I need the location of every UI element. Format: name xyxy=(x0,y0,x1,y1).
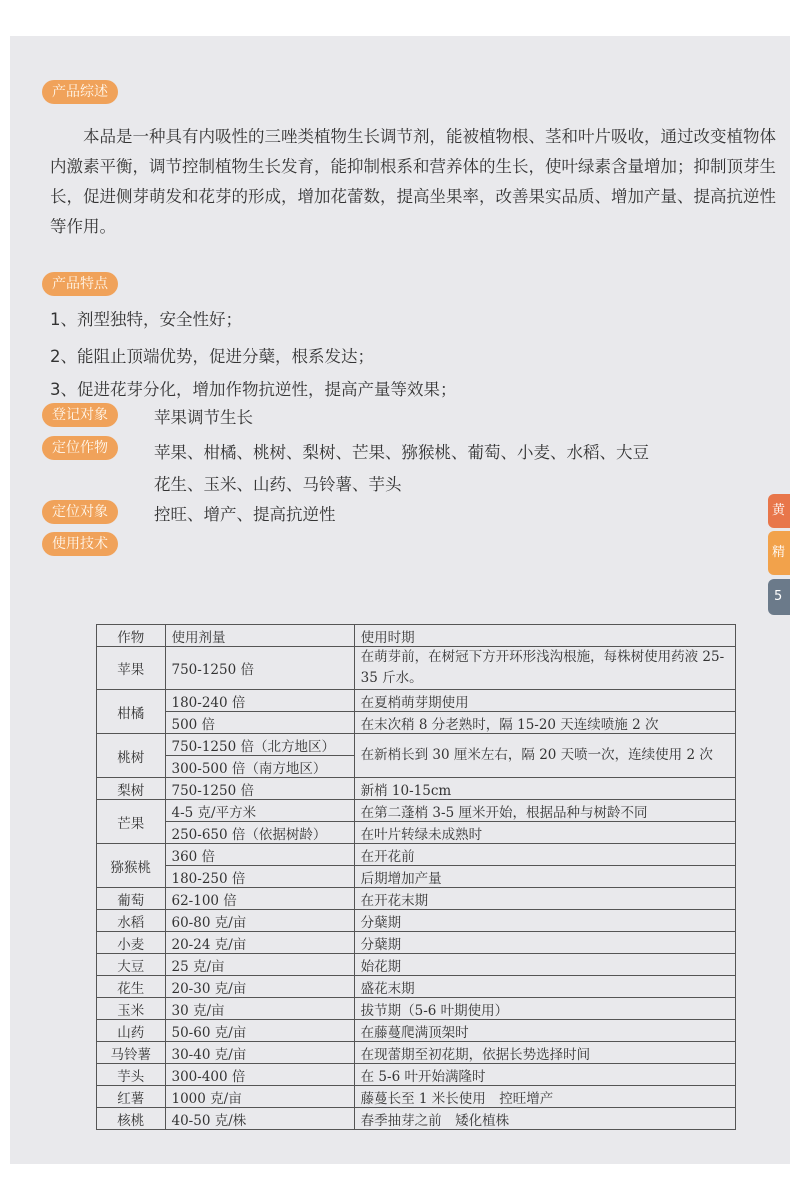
period-cell: 在开花末期 xyxy=(354,888,735,910)
crop-cell: 核桃 xyxy=(97,1108,166,1130)
crop-cell: 山药 xyxy=(97,1020,166,1042)
dose-cell: 25 克/亩 xyxy=(165,954,354,976)
registration-value: 苹果调节生长 xyxy=(154,408,253,427)
dose-cell: 20-30 克/亩 xyxy=(165,976,354,998)
period-cell: 始花期 xyxy=(354,954,735,976)
crop-cell: 芒果 xyxy=(97,800,166,844)
period-cell: 在 5-6 叶开始满隆时 xyxy=(354,1064,735,1086)
dose-cell: 30-40 克/亩 xyxy=(165,1042,354,1064)
dose-cell: 30 克/亩 xyxy=(165,998,354,1020)
crop-cell: 大豆 xyxy=(97,954,166,976)
period-cell: 在夏梢萌芽期使用 xyxy=(354,690,735,712)
period-cell: 分蘖期 xyxy=(354,910,735,932)
table-row xyxy=(97,998,736,1020)
crop-cell: 芋头 xyxy=(97,1064,166,1086)
dose-cell: 750-1250 倍（北方地区） xyxy=(165,734,354,756)
targets-label: 定位对象 xyxy=(42,500,118,524)
period-cell: 在叶片转绿未成熟时 xyxy=(354,822,735,844)
crops-label: 定位作物 xyxy=(42,436,118,460)
table-row xyxy=(97,954,736,976)
crop-cell: 桃树 xyxy=(97,734,166,778)
dose-cell: 1000 克/亩 xyxy=(165,1086,354,1108)
features-label: 产品特点 xyxy=(42,272,118,296)
table-row xyxy=(97,778,736,800)
period-cell: 新梢 10-15cm xyxy=(354,778,735,800)
period-cell: 后期增加产量 xyxy=(354,866,735,888)
header-dose: 使用剂量 xyxy=(165,625,354,647)
table-row xyxy=(97,1064,736,1086)
crop-cell: 玉米 xyxy=(97,998,166,1020)
crop-cell: 柑橘 xyxy=(97,690,166,734)
table-row xyxy=(97,1086,736,1108)
dose-cell: 50-60 克/亩 xyxy=(165,1020,354,1042)
dose-cell: 750-1250 倍 xyxy=(165,647,354,690)
period-cell: 春季抽芽之前 矮化植株 xyxy=(354,1108,735,1130)
dose-cell: 4-5 克/平方米 xyxy=(165,800,354,822)
crops-line-2: 花生、玉米、山药、马铃薯、芋头 xyxy=(154,475,402,494)
crop-cell: 红薯 xyxy=(97,1086,166,1108)
crop-cell: 马铃薯 xyxy=(97,1042,166,1064)
feature-item-2: 2、能阻止顶端优势，促进分蘖，根系发达； xyxy=(50,347,374,366)
table-row xyxy=(97,910,736,932)
feature-item-3: 3、促进花芽分化，增加作物抗逆性，提高产量等效果； xyxy=(50,380,457,399)
table-row xyxy=(97,976,736,998)
side-tab-5[interactable]: 5 xyxy=(768,579,790,615)
crop-cell: 花生 xyxy=(97,976,166,998)
dose-cell: 300-500 倍（南方地区） xyxy=(165,756,354,778)
crop-cell: 水稻 xyxy=(97,910,166,932)
dose-cell: 250-650 倍（依据树龄） xyxy=(165,822,354,844)
table-row xyxy=(97,1108,736,1130)
crop-cell: 葡萄 xyxy=(97,888,166,910)
dose-cell: 20-24 克/亩 xyxy=(165,932,354,954)
table-row xyxy=(97,734,736,756)
side-tab-fine[interactable]: 精 xyxy=(768,531,790,575)
table-row xyxy=(97,1020,736,1042)
table-row xyxy=(97,822,736,844)
period-cell: 在萌芽前，在树冠下方开环形浅沟根施，每株树使用药液 25-35 斤水。 xyxy=(354,647,735,690)
dose-cell: 40-50 克/株 xyxy=(165,1108,354,1130)
overview-label: 产品综述 xyxy=(42,80,118,104)
period-cell: 在新梢长到 30 厘米左右，隔 20 天喷一次，连续使用 2 次 xyxy=(354,734,735,778)
header-crop: 作物 xyxy=(97,625,166,647)
dose-cell: 500 倍 xyxy=(165,712,354,734)
period-cell: 分蘖期 xyxy=(354,932,735,954)
dose-cell: 300-400 倍 xyxy=(165,1064,354,1086)
table-row xyxy=(97,932,736,954)
table-row xyxy=(97,1042,736,1064)
table-row xyxy=(97,866,736,888)
table-row xyxy=(97,712,736,734)
overview-text: 本品是一种具有内吸性的三唑类植物生长调节剂，能被植物根、茎和叶片吸收，通过改变植物体内激素平衡，调节控制植物生长发育，能抑制根系和营养体的生长，使叶绿素含量增加；抑制顶芽生长，促进侧芽萌发和花芽的形成，增加花蕾数，提高坐果率，改善果实品质、增加产量、提高抗逆性等作用。 xyxy=(50,127,776,236)
registration-label: 登记对象 xyxy=(42,403,118,427)
feature-item-1: 1、剂型独特，安全性好； xyxy=(50,310,242,329)
period-cell: 在第二蓬梢 3-5 厘米开始，根据品种与树龄不同 xyxy=(354,800,735,822)
table-row xyxy=(97,844,736,866)
period-cell: 在现蕾期至初花期，依据长势选择时间 xyxy=(354,1042,735,1064)
dose-cell: 750-1250 倍 xyxy=(165,778,354,800)
period-cell: 藤蔓长至 1 米长使用 控旺增产 xyxy=(354,1086,735,1108)
period-cell: 在开花前 xyxy=(354,844,735,866)
dose-cell: 180-240 倍 xyxy=(165,690,354,712)
usage-table-body xyxy=(97,625,736,1130)
brochure-page xyxy=(10,36,790,1164)
table-row xyxy=(97,800,736,822)
period-cell: 在藤蔓爬满顶架时 xyxy=(354,1020,735,1042)
dose-cell: 360 倍 xyxy=(165,844,354,866)
crop-cell: 小麦 xyxy=(97,932,166,954)
usage-label: 使用技术 xyxy=(42,532,118,556)
period-cell: 拔节期（5-6 叶期使用） xyxy=(354,998,735,1020)
usage-table xyxy=(96,624,736,1130)
side-tab-yellow[interactable]: 黄 xyxy=(768,494,790,528)
table-header-row xyxy=(97,625,736,647)
table-row xyxy=(97,888,736,910)
dose-cell: 180-250 倍 xyxy=(165,866,354,888)
crop-cell: 猕猴桃 xyxy=(97,844,166,888)
dose-cell: 60-80 克/亩 xyxy=(165,910,354,932)
targets-value: 控旺、增产、提高抗逆性 xyxy=(154,505,336,524)
crops-line-1: 苹果、柑橘、桃树、梨树、芒果、猕猴桃、葡萄、小麦、水稻、大豆 xyxy=(154,443,649,462)
table-row xyxy=(97,647,736,690)
header-period: 使用时期 xyxy=(354,625,735,647)
crop-cell: 梨树 xyxy=(97,778,166,800)
crop-cell: 苹果 xyxy=(97,647,166,690)
period-cell: 盛花末期 xyxy=(354,976,735,998)
table-row xyxy=(97,690,736,712)
period-cell: 在末次稍 8 分老熟时，隔 15-20 天连续喷施 2 次 xyxy=(354,712,735,734)
dose-cell: 62-100 倍 xyxy=(165,888,354,910)
